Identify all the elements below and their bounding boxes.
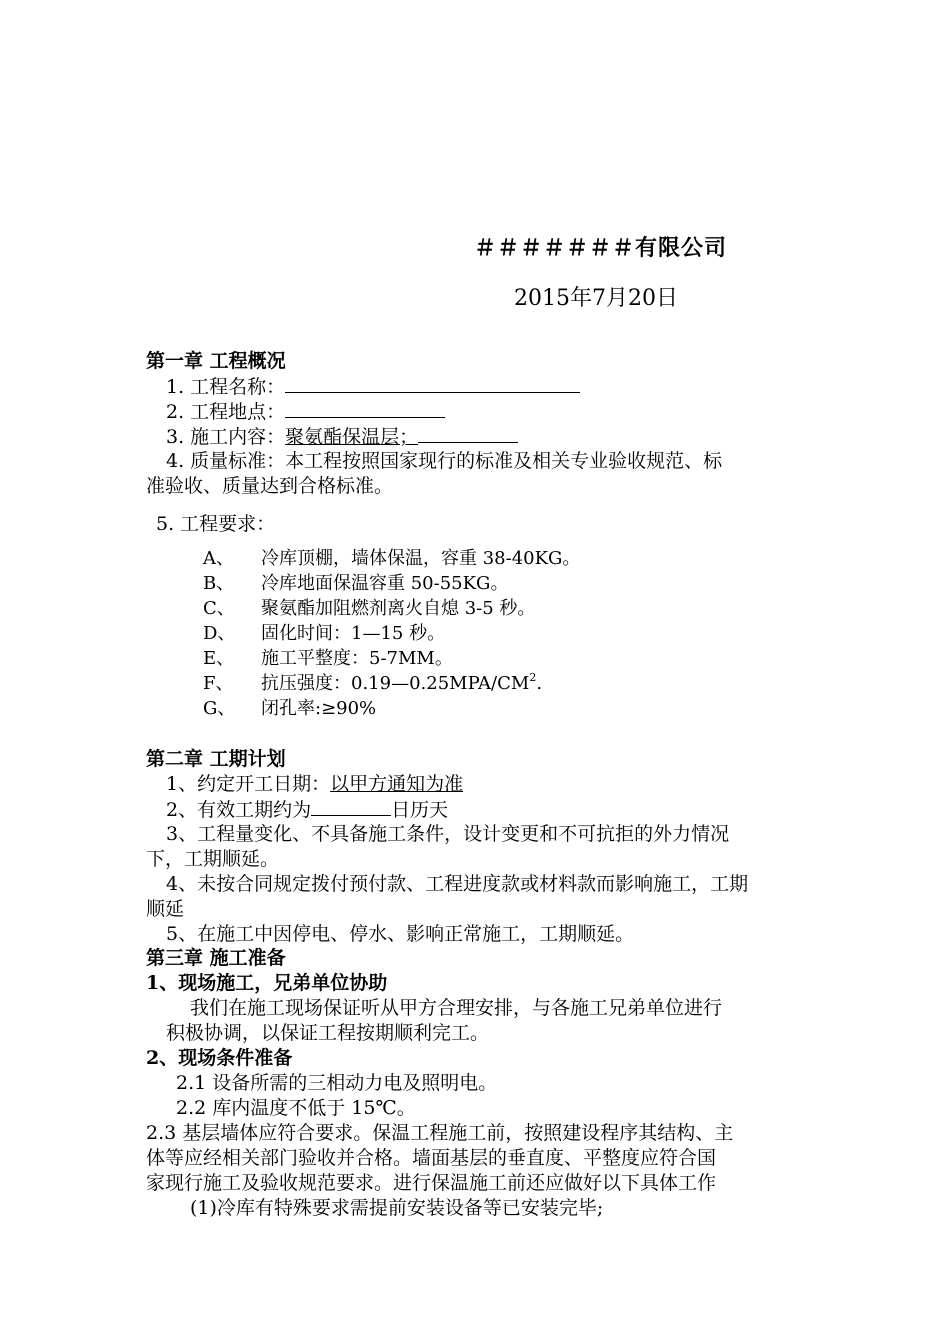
- section-2-3-item1: (1)冷库有特殊要求需提前安装设备等已安装完毕;: [190, 1197, 604, 1219]
- requirement-text: 冷库地面保温容重 50-55KG。: [261, 573, 509, 594]
- duration-suffix: 日历天: [391, 799, 449, 821]
- schedule-item-5: 5、在施工中因停电、停水、影响正常施工，工期顺延。: [166, 923, 635, 945]
- construction-content-value: 聚氨酯保温层；: [285, 426, 419, 448]
- start-date-value: 以甲方通知为准: [330, 773, 464, 795]
- section-2-3-line3: 家现行施工及验收规范要求。进行保温施工前还应做好以下具体工作: [146, 1172, 717, 1194]
- quality-standard-line2: 准验收、质量达到合格标准。: [146, 475, 394, 497]
- company-name: ＃＃＃＃＃＃＃有限公司: [474, 235, 728, 261]
- project-name-label: 1. 工程名称：: [166, 376, 286, 398]
- construction-content-line: [166, 424, 518, 449]
- requirement-item: [203, 647, 453, 671]
- section-1-title: 1、现场施工，兄弟单位协助: [146, 972, 388, 994]
- start-date-line: [166, 772, 463, 796]
- requirement-text: 固化时间：1—15 秒。: [261, 623, 446, 644]
- requirement-text-tail: .: [536, 673, 543, 694]
- requirement-item: [203, 597, 535, 621]
- requirement-letter: F、: [203, 673, 234, 694]
- requirement-letter: B、: [203, 573, 235, 594]
- section-2-3-line2: 体等应经相关部门验收并合格。墙面基层的垂直度、平整度应符合国: [146, 1147, 717, 1169]
- requirement-item: [203, 672, 542, 696]
- schedule-item-3-line2: 下，工期顺延。: [146, 848, 280, 870]
- document-date: 2015年7月20日: [514, 286, 678, 311]
- requirement-text: 聚氨酯加阻燃剂离火自熄 3-5 秒。: [261, 598, 536, 619]
- section-2-3-line1: 2.3 基层墙体应符合要求。保温工程施工前，按照建设程序其结构、主: [146, 1122, 734, 1144]
- requirement-text: 闭孔率:≥90%: [261, 698, 377, 719]
- section-2-2: 2.2 库内温度不低于 15℃。: [176, 1097, 416, 1119]
- requirement-letter: D、: [203, 623, 236, 644]
- requirement-text: 抗压强度：0.19—0.25MPA/CM: [261, 673, 530, 694]
- project-name-blank: [285, 374, 580, 393]
- section-1-line1: 我们在施工现场保证听从甲方合理安排，与各施工兄弟单位进行: [190, 997, 723, 1019]
- project-location-line: [166, 399, 445, 424]
- schedule-item-4-line1: 4、未按合同规定拨付预付款、工程进度款或材料款而影响施工，工期: [166, 873, 749, 895]
- requirement-item: [203, 547, 580, 571]
- schedule-item-4-line2: 顺延: [146, 898, 185, 920]
- requirement-item: [203, 572, 508, 596]
- quality-standard-line1: 4. 质量标准：本工程按照国家现行的标准及相关专业验收规范、标: [166, 450, 723, 472]
- schedule-item-3-line1: 3、工程量变化、不具备施工条件，设计变更和不可抗拒的外力情况: [166, 823, 730, 845]
- construction-content-label: 3. 施工内容：: [166, 426, 286, 448]
- project-location-label: 2. 工程地点：: [166, 401, 286, 423]
- project-requirements-label: 5. 工程要求：: [156, 513, 276, 535]
- requirement-text: 施工平整度：5-7MM。: [261, 648, 453, 669]
- start-date-label: 1、约定开工日期：: [166, 773, 331, 795]
- construction-content-blank: [418, 424, 518, 443]
- requirement-letter: E、: [203, 648, 235, 669]
- project-location-blank: [285, 399, 445, 418]
- requirement-letter: G、: [203, 698, 236, 719]
- section-2-title: 2、现场条件准备: [146, 1047, 293, 1069]
- section-1-line2: 积极协调，以保证工程按期顺利完工。: [166, 1022, 490, 1044]
- chapter-2-title: 第二章 工期计划: [146, 748, 286, 770]
- duration-label: 2、有效工期约为: [166, 799, 312, 821]
- requirement-item: [203, 697, 376, 721]
- superscript-2: 2: [529, 671, 537, 684]
- requirement-letter: C、: [203, 598, 235, 619]
- chapter-1-title: 第一章 工程概况: [146, 350, 286, 372]
- duration-blank: [311, 797, 391, 816]
- requirement-text: 冷库顶棚，墙体保温，容重 38-40KG。: [261, 548, 581, 569]
- project-name-line: [166, 374, 580, 399]
- requirement-item: [203, 622, 445, 646]
- chapter-3-title: 第三章 施工准备: [146, 947, 286, 969]
- requirement-letter: A、: [203, 548, 234, 569]
- duration-line: [166, 797, 448, 822]
- section-2-1: 2.1 设备所需的三相动力电及照明电。: [176, 1072, 498, 1094]
